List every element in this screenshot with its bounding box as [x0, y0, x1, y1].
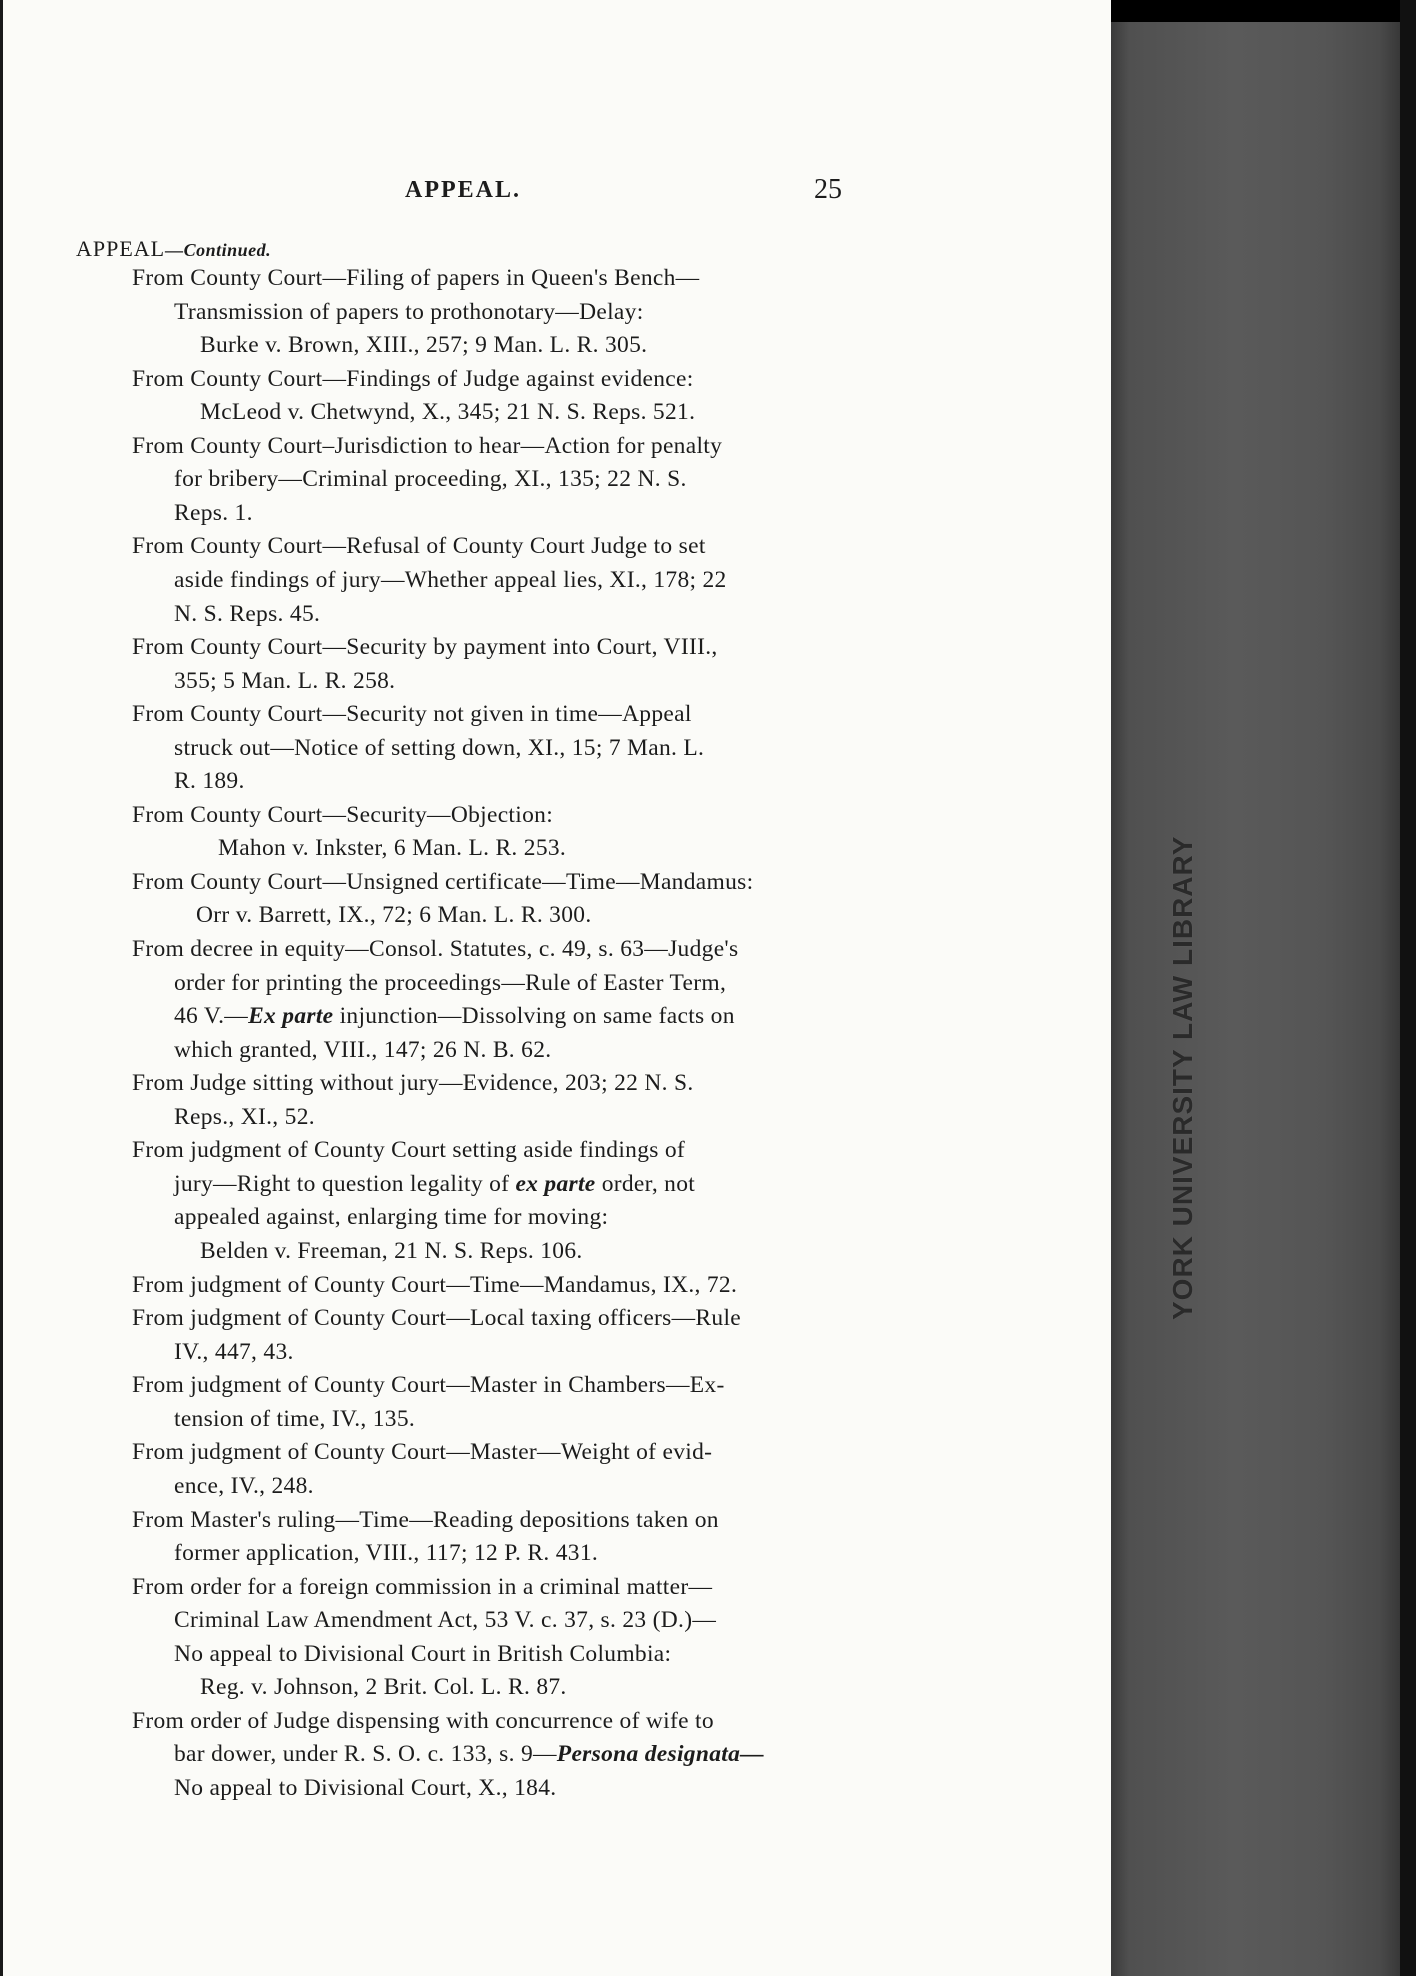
entry-line: From County Court—Refusal of County Court Judge to set [132, 533, 706, 559]
entry-line: From judgment of County Court setting aside findings of [132, 1137, 686, 1163]
inline-text: bar dower, under R. S. O. c. 133, s. 9— [174, 1741, 557, 1767]
book-spine [1111, 22, 1416, 1976]
inline-text: jury—Right to question legality of [174, 1171, 516, 1197]
page-number: 25 [814, 174, 842, 205]
entry-line: Criminal Law Amendment Act, 53 V. c. 37, s. 23 (D.)— [174, 1607, 717, 1633]
entry-line: order for printing the proceedings—Rule of Easter Term, [174, 970, 727, 996]
entry-line: From decree in equity—Consol. Statutes, c. 49, s. 63—Judge's [132, 936, 739, 962]
entry-line: ence, IV., 248. [174, 1473, 314, 1499]
entry-line: From Judge sitting without jury—Evidence, 203; 22 N. S. [132, 1070, 694, 1096]
spine-label: YORK UNIVERSITY LAW LIBRARY [1167, 835, 1198, 1320]
continued-label: —Continued. [165, 240, 272, 260]
spine-edge [1400, 0, 1416, 1976]
entry-line: From Master's ruling—Time—Reading depositions taken on [132, 1507, 719, 1533]
inline-text: 46 V.— [174, 1003, 249, 1029]
entry-line: No appeal to Divisional Court, X., 184. [174, 1775, 557, 1801]
entry-line: From judgment of County Court—Local taxing officers—Rule [132, 1305, 742, 1331]
entry-line: From County Court–Jurisdiction to hear—Action for penalty [132, 433, 723, 459]
entry-line: From order of Judge dispensing with concurrence of wife to [132, 1708, 714, 1734]
entry-line: Transmission of papers to prothonotary—Delay: [174, 299, 644, 325]
entry-line: 355; 5 Man. L. R. 258. [174, 668, 396, 694]
italic-term: Ex parte [248, 1003, 334, 1029]
entry-line: From County Court—Security not given in time—Appeal [132, 701, 692, 727]
entry-line: From County Court—Findings of Judge against evidence: [132, 366, 694, 392]
entry-line: Reps. 1. [174, 500, 253, 526]
entry-line: tension of time, IV., 135. [174, 1406, 416, 1432]
inline-text: order, not [601, 1171, 696, 1197]
entry-line [174, 1170, 695, 1198]
entry-line [174, 1002, 735, 1030]
entry-line: From County Court—Security by payment into Court, VIII., [132, 634, 718, 660]
italic-term: Persona designata— [556, 1741, 764, 1767]
entry-line: From order for a foreign commission in a criminal matter— [132, 1574, 713, 1600]
entry-line: No appeal to Divisional Court in British Columbia: [174, 1641, 672, 1667]
section-title: APPEAL [76, 236, 166, 261]
entry-line: From judgment of County Court—Master—Weight of evid- [132, 1439, 713, 1465]
entry-line: struck out—Notice of setting down, XI., 15; 7 Man. L. [174, 735, 705, 761]
entry-line: former application, VIII., 117; 12 P. R. 431. [174, 1540, 599, 1566]
entry-line: Reps., XI., 52. [174, 1104, 315, 1130]
entry-line: for bribery—Criminal proceeding, XI., 135; 22 N. S. [174, 466, 687, 492]
running-head: APPEAL. [405, 177, 521, 203]
italic-term: ex parte [515, 1171, 596, 1197]
entry-line: aside findings of jury—Whether appeal lies, XI., 178; 22 [174, 567, 727, 593]
section-heading [76, 236, 271, 262]
citation-line: Reg. v. Johnson, 2 Brit. Col. L. R. 87. [200, 1674, 567, 1700]
entry-line: From County Court—Security—Objection: [132, 802, 554, 828]
citation-line: Mahon v. Inkster, 6 Man. L. R. 253. [218, 835, 567, 861]
citation-line: Orr v. Barrett, IX., 72; 6 Man. L. R. 300. [196, 902, 592, 928]
entry-line: appealed against, enlarging time for moving: [174, 1204, 609, 1230]
inline-text: injunction—Dissolving on same facts on [339, 1003, 735, 1029]
citation-line: Belden v. Freeman, 21 N. S. Reps. 106. [200, 1238, 583, 1264]
entry-line: From County Court—Unsigned certificate—Time—Mandamus: [132, 869, 754, 895]
entry-line [174, 1740, 764, 1768]
entry-line: From County Court—Filing of papers in Queen's Bench— [132, 265, 700, 291]
entry-line: N. S. Reps. 45. [174, 601, 321, 627]
entry-line: R. 189. [174, 768, 245, 794]
entry-line: From judgment of County Court—Time—Mandamus, IX., 72. [132, 1272, 738, 1298]
citation-line: McLeod v. Chetwynd, X., 345; 21 N. S. Reps. 521. [200, 399, 696, 425]
entry-line: IV., 447, 43. [174, 1339, 294, 1365]
citation-line: Burke v. Brown, XIII., 257; 9 Man. L. R. 305. [200, 332, 648, 358]
entry-line: which granted, VIII., 147; 26 N. B. 62. [174, 1037, 552, 1063]
entry-line: From judgment of County Court—Master in Chambers—Ex- [132, 1372, 725, 1398]
